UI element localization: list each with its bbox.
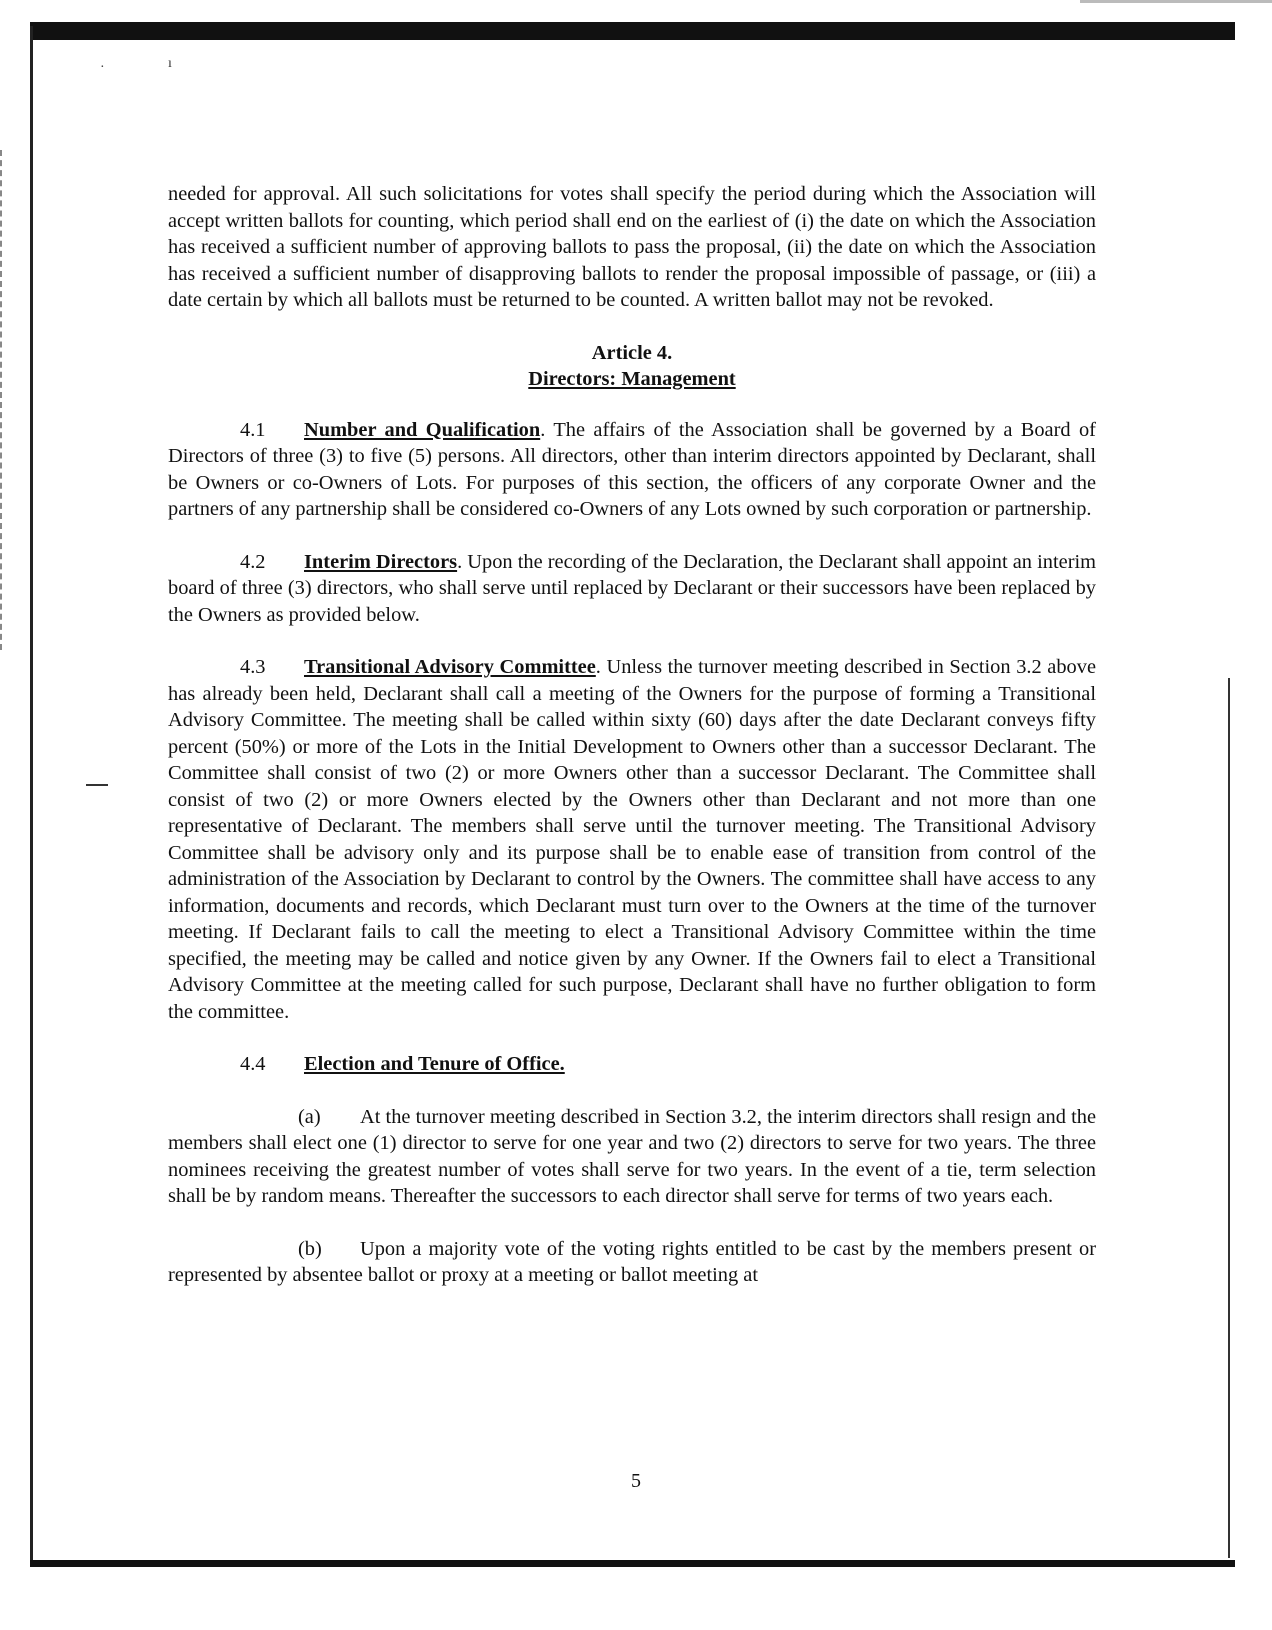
section-4-4	[168, 1051, 1096, 1078]
section-number: 4.3	[240, 656, 266, 678]
article-title: Directors: Management	[528, 368, 736, 390]
section-text: . Unless the turnover meeting described in Section 3.2 above has already been held, Declarant shall call a meeting of the Owners for the purpose of forming a Transitional Advisory Committee. The meeting shall be called within sixty (60) days after the date Declarant conveys fifty percent (50%) or more of the Lots in the Initial Development to Owners other than a successor Declarant. The Committee shall consist of two (2) or more Owners other than a successor Declarant. The Committee shall consist of two (2) or more Owners elected by the Owners other than Declarant and not more than one representative of Declarant. The members shall serve until the turnover meeting. The Transitional Advisory Committee shall be advisory only and its purpose shall be to enable ease of transition from control of the administration of the Association by Declarant to control by the Owners. The committee shall have access to any information, documents and records, which Declarant must turn over to the Owners at the time of the turnover meeting. If Declarant fails to call the meeting to elect a Transitional Advisory Committee within the time specified, the meeting may be called and notice given by any Owner. If the Owners fail to elect a Transitional Advisory Committee at the meeting called for such purpose, Declarant shall have no further obligation to form the committee.	[168, 656, 1096, 1023]
scan-border-right	[1228, 678, 1230, 1558]
scan-border-top	[30, 22, 1235, 40]
article-heading	[168, 340, 1096, 393]
article-number: Article 4.	[591, 341, 673, 364]
document-body	[168, 181, 1096, 1289]
scan-artifact-dash	[86, 784, 108, 786]
page-number: 5	[631, 1470, 641, 1492]
scan-border-bottom	[30, 1560, 1235, 1567]
section-title: Number and Qualification	[304, 418, 541, 441]
section-4-3	[168, 654, 1096, 1025]
section-number: 4.4	[240, 1053, 266, 1075]
section-title: Transitional Advisory Committee	[304, 656, 596, 678]
subsection-label: (b)	[298, 1237, 322, 1260]
scan-speck: ı	[168, 56, 172, 71]
scan-speck: ·	[100, 60, 105, 75]
section-title: Interim Directors	[304, 550, 458, 573]
scan-artifact-top	[1080, 0, 1272, 3]
section-title: Election and Tenure of Office.	[304, 1053, 565, 1075]
section-number: 4.2	[240, 550, 266, 573]
section-number: 4.1	[240, 418, 266, 441]
subsection-label: (a)	[298, 1105, 321, 1128]
scan-border-left	[30, 26, 33, 1566]
section-text: . The affairs of the Association shall be governed by a Board of Directors of three (3) to five (5) persons. All directors, other than interim directors appointed by Declarant, shall be Owners or co-Owners of Lots. For purposes of this section, the officers of any corporate Owner and the partners of any partnership shall be considered co-Owners of any Lots owned by such corporation or partnership.	[168, 418, 1096, 520]
subsection-text: At the turnover meeting described in Section 3.2, the interim directors shall resign and the members shall elect one (1) director to serve for one year and two (2) directors to serve for two years. The three nominees receiving the greatest number of votes shall serve for two years. In the event of a tie, term selection shall be by random means. Thereafter the successors to each director shall serve for terms of two years each.	[168, 1105, 1096, 1207]
subsection-a	[168, 1104, 1096, 1210]
subsection-b	[168, 1236, 1096, 1289]
scan-artifact-left-ticks	[0, 150, 6, 650]
subsection-text: Upon a majority vote of the voting rights entitled to be cast by the members present or represented by absentee ballot or proxy at a meeting or ballot meeting at	[168, 1237, 1096, 1286]
section-4-2	[168, 549, 1096, 629]
section-4-1	[168, 417, 1096, 523]
opening-paragraph: needed for approval. All such solicitations for votes shall specify the period during which the Association will accept written ballots for counting, which period shall end on the earliest of (i) the date on which the Association has received a sufficient number of approving ballots to pass the proposal, (ii) the date on which the Association has received a sufficient number of disapproving ballots to render the proposal impossible of passage, or (iii) a date certain by which all ballots must be returned to be counted. A written ballot may not be revoked.	[168, 183, 1096, 311]
section-text: . Upon the recording of the Declaration, the Declarant shall appoint an interim board of three (3) directors, who shall serve until replaced by Declarant or their successors have been replaced by the Owners as provided below.	[168, 550, 1097, 626]
